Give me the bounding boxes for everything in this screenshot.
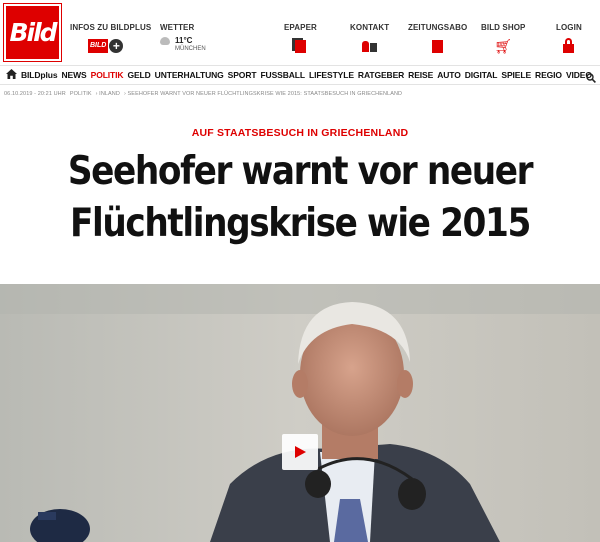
headline-line-2: Flüchtlingskrise wie 2015 xyxy=(70,201,530,246)
publish-date: 06.10.2019 - 20:21 UHR xyxy=(4,91,66,97)
nav-item-fussball[interactable]: FUSSBALL xyxy=(260,70,305,80)
epaper-link[interactable] xyxy=(284,23,317,54)
play-icon xyxy=(293,445,307,459)
newspaper-icon xyxy=(432,40,443,53)
weather-city: MÜNCHEN xyxy=(175,46,206,52)
headline-line-1: Seehofer warnt vor neuer xyxy=(67,149,533,194)
nav-item-reise[interactable]: REISE xyxy=(408,70,434,80)
nav-item-spiele[interactable]: SPIELE xyxy=(501,70,532,80)
bild-logo[interactable]: Bild xyxy=(4,4,61,61)
nav-items xyxy=(21,70,592,80)
breadcrumb xyxy=(4,91,402,97)
subscription-link[interactable] xyxy=(408,23,467,54)
login-link[interactable] xyxy=(556,23,582,54)
nav-item-geld[interactable]: GELD xyxy=(127,70,151,80)
nav-item-auto[interactable]: AUTO xyxy=(437,70,461,80)
weather-label: WETTER xyxy=(160,23,195,32)
nav-item-politik[interactable]: POLITIK xyxy=(90,70,124,80)
cart-icon: 🛒︎ xyxy=(494,38,513,54)
shop-link[interactable] xyxy=(481,23,525,54)
article-headline xyxy=(36,146,564,250)
article-kicker: AUF STAATSBESUCH IN GRIECHENLAND xyxy=(191,127,409,139)
nav-item-ratgeber[interactable]: RATGEBER xyxy=(357,70,405,80)
nav-item-bildplus[interactable]: BILDplus xyxy=(21,70,58,80)
bildplus-label: INFOS ZU BILDPLUS xyxy=(70,23,152,32)
home-icon[interactable] xyxy=(3,69,19,82)
bildplus-icon: BILD + xyxy=(88,38,151,54)
lock-icon xyxy=(563,44,574,53)
search-icon[interactable] xyxy=(586,70,596,80)
nav-item-unterhaltung[interactable]: UNTERHALTUNG xyxy=(154,70,224,80)
nav-item-video[interactable]: VIDEO xyxy=(565,70,592,80)
breadcrumb-item-politik[interactable]: POLITIK xyxy=(69,91,92,97)
shop-label: BILD SHOP xyxy=(481,23,526,32)
login-label: LOGIN xyxy=(556,23,582,32)
nav-item-lifestyle[interactable]: LIFESTYLE xyxy=(308,70,354,80)
epaper-label: EPAPER xyxy=(284,23,317,32)
epaper-icon xyxy=(295,40,306,53)
breadcrumb-item-current: › SEEHOFER WARNT VOR NEUER FLÜCHTLINGSKRISE WIE 2015: STAATSBESUCH IN GRIECHENLAND xyxy=(123,91,403,97)
nav-item-regio[interactable]: REGIO xyxy=(535,70,562,80)
main-navigation xyxy=(0,65,600,85)
breadcrumb-item-inland[interactable]: › INLAND xyxy=(95,91,120,97)
play-button[interactable] xyxy=(282,434,318,470)
article-video[interactable] xyxy=(0,284,600,542)
weather-widget[interactable] xyxy=(160,23,206,52)
contact-label: KONTAKT xyxy=(350,23,390,32)
site-header xyxy=(0,0,600,64)
contact-icon xyxy=(362,41,377,52)
subscription-label: ZEITUNGSABO xyxy=(408,23,468,32)
video-still xyxy=(0,284,600,542)
nav-item-news[interactable]: NEWS xyxy=(61,70,87,80)
nav-item-digital[interactable]: DIGITAL xyxy=(464,70,498,80)
bildplus-info-link[interactable] xyxy=(70,23,151,54)
cloud-rain-icon xyxy=(160,37,170,45)
nav-item-sport[interactable]: SPORT xyxy=(227,70,257,80)
weather-temperature: 11°C xyxy=(175,36,193,45)
contact-link[interactable] xyxy=(350,23,389,54)
